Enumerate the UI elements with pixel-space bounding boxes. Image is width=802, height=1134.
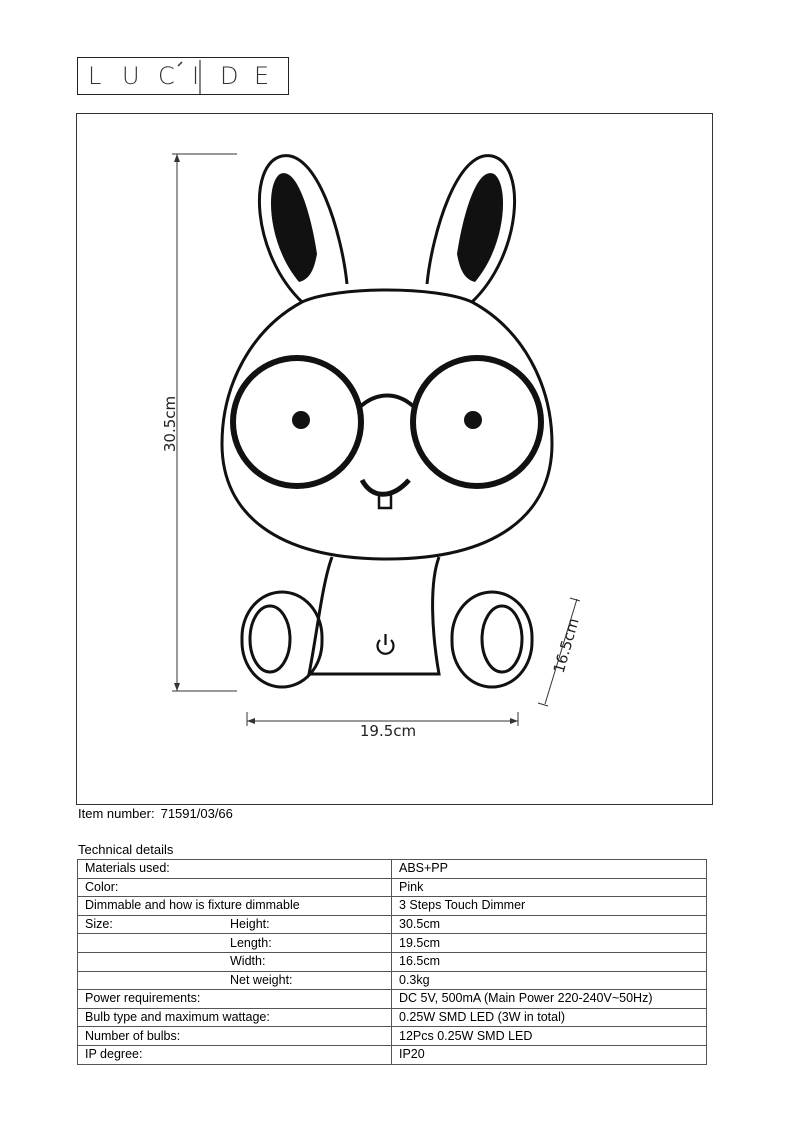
logo-letter: L (88, 62, 102, 90)
right-foot-sole (482, 606, 522, 672)
table-row (78, 971, 707, 990)
left-eye (292, 411, 310, 429)
spec-label: Materials used: (78, 860, 392, 879)
logo-letter: U (122, 62, 140, 90)
spec-label: Bulb type and maximum wattage: (78, 1008, 392, 1027)
spec-sublabel: Width: (230, 954, 266, 969)
table-row (78, 915, 707, 934)
table-row (78, 878, 707, 897)
table-row (78, 934, 707, 953)
spec-label: Power requirements: (78, 990, 392, 1009)
table-row (78, 952, 707, 971)
spec-value: 30.5cm (392, 915, 707, 934)
spec-label: Size: (85, 917, 113, 932)
logo-divider (78, 58, 290, 96)
table-row (78, 860, 707, 879)
spec-value: DC 5V, 500mA (Main Power 220-240V~50Hz) (392, 990, 707, 1009)
table-row (78, 990, 707, 1009)
glasses-bridge (361, 396, 413, 407)
table-row (78, 1027, 707, 1046)
product-drawing-frame (76, 113, 713, 805)
width-dimension-label: 16.5cm (549, 616, 583, 676)
power-icon (378, 634, 394, 654)
item-number-line (78, 806, 233, 821)
spec-value: 12Pcs 0.25W SMD LED (392, 1027, 707, 1046)
spec-label: Number of bulbs: (78, 1027, 392, 1046)
spec-label-cell (78, 934, 392, 953)
left-ear-inner (271, 173, 317, 282)
spec-value: 16.5cm (392, 952, 707, 971)
body-outline (309, 557, 439, 674)
spec-sublabel: Net weight: (230, 972, 293, 987)
spec-value: IP20 (392, 1045, 707, 1064)
spec-label-cell (78, 952, 392, 971)
right-ear-inner (457, 173, 503, 282)
technical-details-table (77, 859, 707, 1065)
technical-details-heading: Technical details (78, 842, 174, 857)
mouth (362, 480, 409, 494)
item-number-label: Item number: (78, 806, 155, 821)
spec-value: ABS+PP (392, 860, 707, 879)
logo-letter: E (254, 62, 270, 90)
item-number-value: 71591/03/66 (160, 806, 233, 821)
spec-sublabel: Length: (230, 935, 272, 950)
height-dimension-label: 30.5cm (161, 395, 179, 453)
table-row (78, 1008, 707, 1027)
rabbit-lamp-drawing (77, 114, 714, 806)
left-foot-sole (250, 606, 290, 672)
table-row (78, 1045, 707, 1064)
spec-value: 0.25W SMD LED (3W in total) (392, 1008, 707, 1027)
spec-value: Pink (392, 878, 707, 897)
logo-letter: D (220, 62, 239, 90)
logo-letter: C (158, 62, 175, 90)
spec-label: Color: (78, 878, 392, 897)
right-foot (452, 592, 532, 687)
left-foot (242, 592, 322, 687)
spec-label: IP degree: (78, 1045, 392, 1064)
spec-label-cell (78, 915, 392, 934)
logo-letter: I (192, 62, 200, 90)
spec-value: 3 Steps Touch Dimmer (392, 897, 707, 916)
spec-label-cell (78, 971, 392, 990)
spec-value: 19.5cm (392, 934, 707, 953)
head-outline (222, 290, 552, 559)
spec-label: Dimmable and how is fixture dimmable (78, 897, 392, 916)
spec-value: 0.3kg (392, 971, 707, 990)
table-row (78, 897, 707, 916)
length-dimension-label: 19.5cm (359, 722, 417, 740)
right-eye (464, 411, 482, 429)
spec-sublabel: Height: (230, 917, 270, 932)
brand-logo (77, 57, 289, 95)
